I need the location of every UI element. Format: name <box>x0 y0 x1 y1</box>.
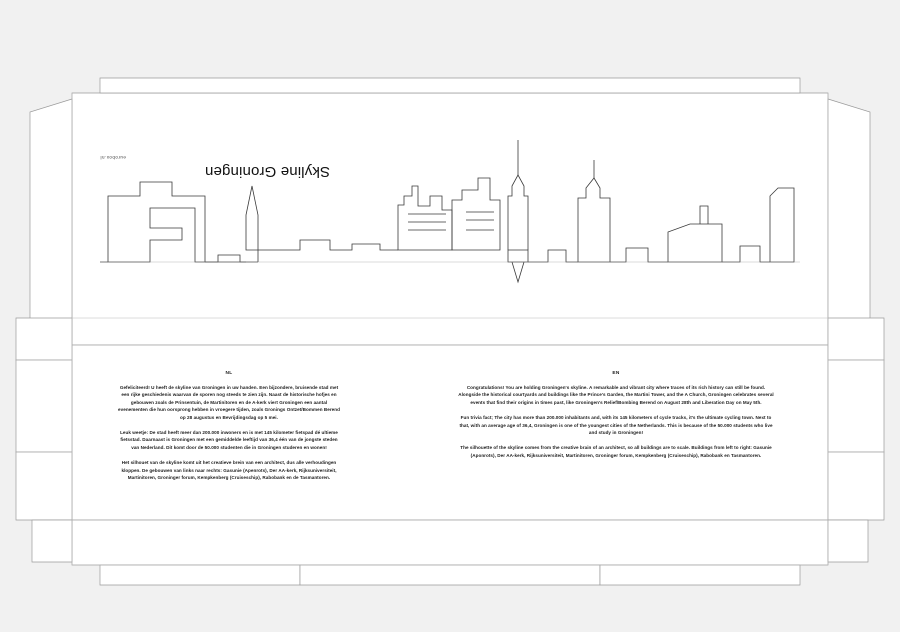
left-tab-lower <box>16 452 72 520</box>
nl-paragraph-1: Gefeliciteerd! U heeft de skyline van Groningen in uw handen. Een bijzondere, bruisende stad met een rijke geschiedenis waarvan de sporen nog steeds te zien zijn. Naast de historische hofjes en gebouwen zoals de Prinsentuin, de Martinitoren en de A-kerk viert Groningen een aantal evenementen die hun oorsprong hebben in vroegere tijden, zoals Gronings Ontzet/Bommen Berend op 28 augustus en Bevrijdingsdag op 5 mei. <box>118 384 340 420</box>
right-tab-mid <box>828 360 884 452</box>
bottom-flap-right <box>600 565 800 585</box>
lid-right-tab <box>828 99 870 340</box>
right-tab-lower <box>828 452 884 520</box>
en-paragraph-3: The silhouette of the skyline comes from the creative brain of an architect, so all buildings are to scale. Buildings from left to right: Gasunie (Aponrots), Der AA-kerk, Rijksuniversiteit, Martinitoren, Groninger forum, Kempkenberg (Cruiseschip), Rabobank en Tasmantoren. <box>460 445 772 458</box>
lid-left-tab <box>30 99 72 340</box>
bottom-flap <box>72 520 828 565</box>
language-label-nl: NL <box>225 371 233 376</box>
left-tab-mid <box>16 360 72 452</box>
bottom-flap-left <box>100 565 300 585</box>
language-label-en: EN <box>612 371 620 376</box>
brand-subtitle: eurobox.nl <box>100 155 126 160</box>
bottom-flap-center <box>300 565 600 585</box>
left-tab-upper <box>16 318 72 360</box>
left-tab-bottom <box>32 520 72 562</box>
right-tab-bottom <box>828 520 868 562</box>
nl-paragraph-2: Leuk weetje: De stad heeft meer dan 200.000 inwoners en is met 145 kilometer fietspad dé ultieme fietsstad. Daarnaast is Groningen met een gemiddelde leeftijd van 36,4 één van de jongste steden van Nederland. Dit komt door de 50.000 studenten die in Groningen studeren en wonen! <box>120 429 338 450</box>
text-panel-en <box>455 370 777 459</box>
nl-paragraph-3: Het silhouet van de skyline komt uit het creatieve brein van een architect, dus alle verhoudingen kloppen. De gebouwen van links naar rechts: Gasunie (Apenrots), Der AA-kerk, Rijksuniversiteit, Martinitoren, Groninger forum, Kempkenberg (Cruiseschip), Rabobank en de Tasmantoren. <box>121 460 337 481</box>
top-strip <box>100 78 800 93</box>
text-panel-nl <box>118 370 340 482</box>
en-paragraph-2: Fun trivia fact; The city has more than 200.000 inhabitants and, with its 145 kilometers of cycle tracks, it's the ultimate cycling town. Next to that, with an average age of 36,4, Groningen is one of the youngest cities of the Netherlands. This is because of the 50.000 students who live and study in Groningen! <box>459 415 773 435</box>
page-title: Skyline Groningen <box>204 163 330 180</box>
right-tab-upper <box>828 318 884 360</box>
en-paragraph-1: Congratulations! You are holding Groningen's skyline. A remarkable and vibrant city where traces of its rich history can still be found. Alongside the historical courtyards and buildings like the Prince's Garden, the Martini Tower, and the A Church, Groningen celebrates several events that find their origins in times past, like Groningen's Relief/Bombing Berend on August 28th and Liberation Day on May 5th. <box>458 384 774 405</box>
lid-title-group <box>100 120 330 180</box>
